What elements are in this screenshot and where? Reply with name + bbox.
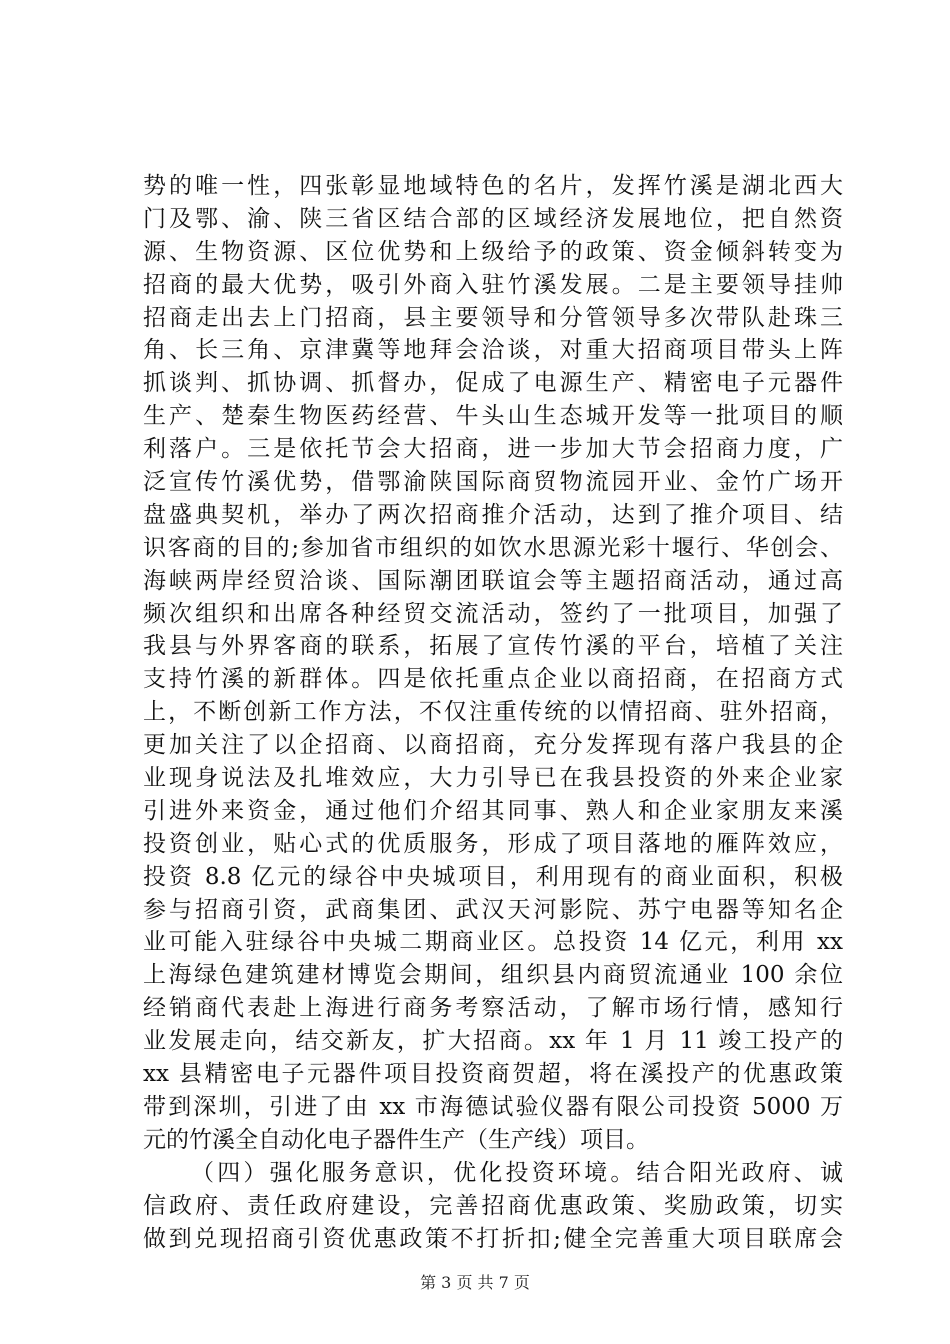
text-line: 做到兑现招商引资优惠政策不打折扣;健全完善重大项目联席会 xyxy=(143,1225,843,1252)
text-line: 盘盛典契机，举办了两次招商推介活动，达到了推介项目、结 xyxy=(143,501,843,528)
page-number-footer: 第 3 页 共 7 页 xyxy=(420,1273,530,1292)
text-line: 投资 8.8 亿元的绿谷中央城项目，利用现有的商业面积，积极 xyxy=(143,863,843,890)
text-line: 上，不断创新工作方法，不仅注重传统的以情招商、驻外招商， xyxy=(143,699,843,726)
text-line: 海峡两岸经贸洽谈、国际潮团联谊会等主题招商活动，通过高 xyxy=(143,567,843,594)
text-line: 业现身说法及扎堆效应，大力引导已在我县投资的外来企业家 xyxy=(143,765,843,792)
text-line: 信政府、责任政府建设，完善招商优惠政策、奖励政策，切实 xyxy=(143,1192,843,1219)
text-line: 抓谈判、抓协调、抓督办，促成了电源生产、精密电子元器件 xyxy=(143,370,843,397)
text-line: 元的竹溪全自动化电子器件生产（生产线）项目。 xyxy=(143,1126,649,1153)
text-line: 投资创业，贴心式的优质服务，形成了项目落地的雁阵效应， xyxy=(143,830,843,857)
text-line: 势的唯一性，四张彰显地域特色的名片，发挥竹溪是湖北西大 xyxy=(143,173,843,199)
text-line: 引进外来资金，通过他们介绍其同事、熟人和企业家朋友来溪 xyxy=(143,797,843,824)
text-line: 源、生物资源、区位优势和上级给予的政策、资金倾斜转变为 xyxy=(143,238,843,265)
text-line: 支持竹溪的新群体。四是依托重点企业以商招商，在招商方式 xyxy=(143,666,843,693)
text-line: 招商的最大优势，吸引外商入驻竹溪发展。二是主要领导挂帅 xyxy=(143,271,843,298)
text-line: 识客商的目的;参加省市组织的如饮水思源光彩十堰行、华创会、 xyxy=(143,534,843,561)
text-line: 泛宣传竹溪优势，借鄂渝陕国际商贸物流园开业、金竹广场开 xyxy=(143,469,843,496)
text-line: 上海绿色建筑建材博览会期间，组织县内商贸流通业 100 余位 xyxy=(143,962,843,989)
text-line: 招商走出去上门招商，县主要领导和分管领导多次带队赴珠三 xyxy=(143,304,843,331)
body-text xyxy=(143,170,843,1255)
text-line: （四）强化服务意识，优化投资环境。结合阳光政府、诚 xyxy=(191,1159,843,1186)
text-line: 我县与外界客商的联系，拓展了宣传竹溪的平台，培植了关注 xyxy=(143,633,843,660)
text-line: 生产、楚秦生物医药经营、牛头山生态城开发等一批项目的顺 xyxy=(143,403,843,430)
text-line: 经销商代表赴上海进行商务考察活动，了解市场行情，感知行 xyxy=(143,995,843,1022)
text-line: xx 县精密电子元器件项目投资商贺超，将在溪投产的优惠政策 xyxy=(143,1061,843,1088)
text-line: 参与招商引资，武商集团、武汉天河影院、苏宁电器等知名企 xyxy=(143,896,843,923)
text-line: 业可能入驻绿谷中央城二期商业区。总投资 14 亿元，利用 xx xyxy=(143,929,843,956)
text-line: 利落户。三是依托节会大招商，进一步加大节会招商力度，广 xyxy=(143,436,843,463)
text-line: 更加关注了以企招商、以商招商，充分发挥现有落户我县的企 xyxy=(143,732,843,759)
text-line: 业发展走向，结交新友，扩大招商。xx 年 1 月 11 竣工投产的 xyxy=(143,1028,843,1055)
text-line: 门及鄂、渝、陕三省区结合部的区域经济发展地位，把自然资 xyxy=(143,205,843,232)
text-line: 带到深圳，引进了由 xx 市海德试验仪器有限公司投资 5000 万 xyxy=(143,1093,843,1120)
text-line: 角、长三角、京津冀等地拜会洽谈，对重大招商项目带头上阵 xyxy=(143,337,843,364)
text-line: 频次组织和出席各种经贸交流活动，签约了一批项目，加强了 xyxy=(143,600,843,627)
